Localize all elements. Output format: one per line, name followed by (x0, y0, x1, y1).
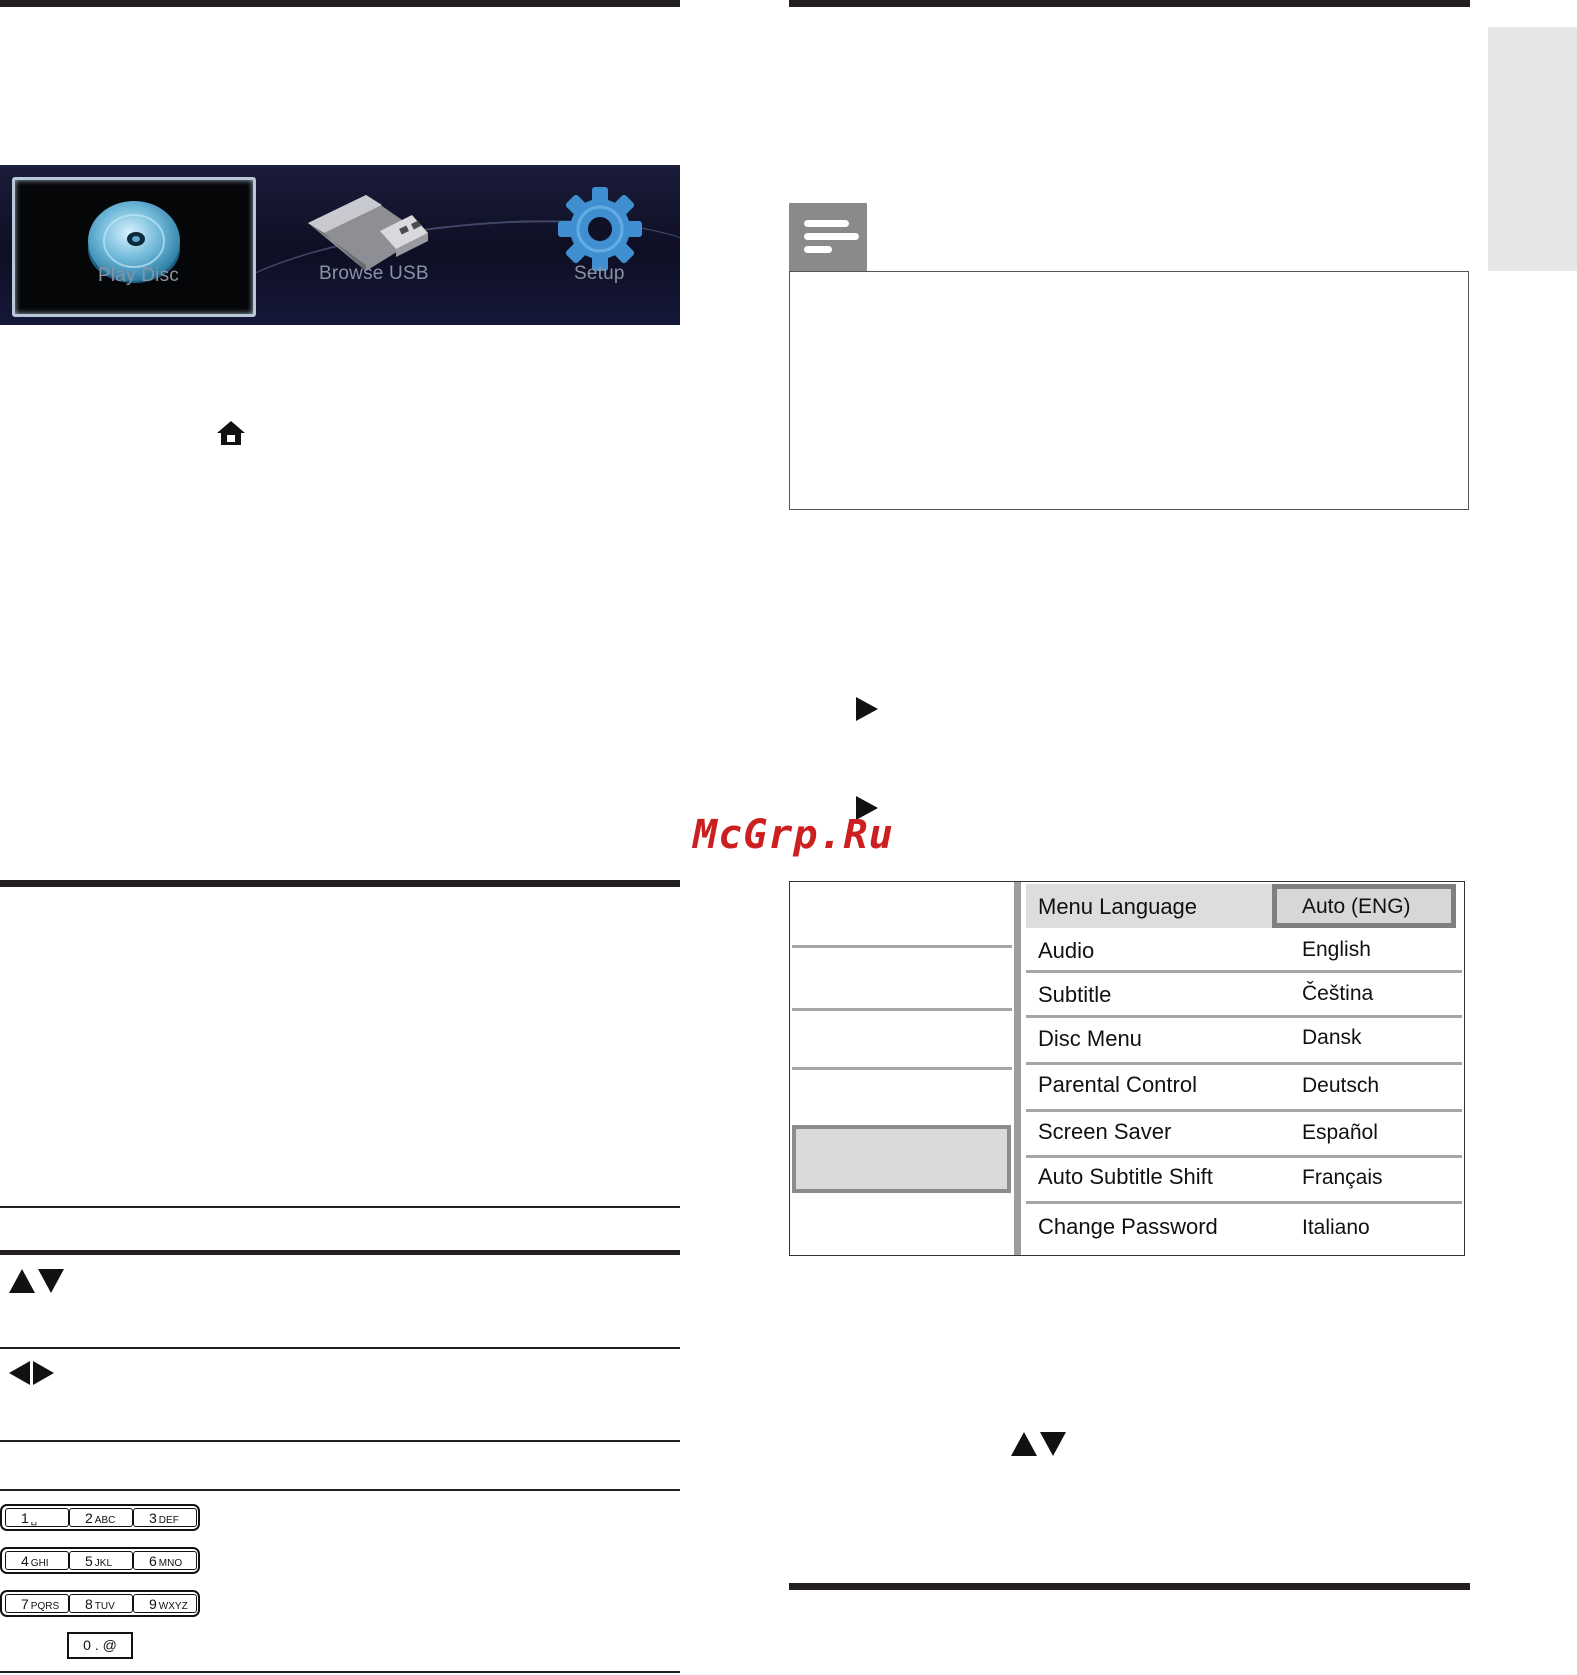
key-digit: 5 (85, 1553, 93, 1569)
note-box (789, 271, 1469, 510)
option-value[interactable]: Čeština (1302, 982, 1374, 1005)
setup-category-column (790, 882, 1014, 1255)
category-separator (792, 1067, 1012, 1070)
key-letters: GHI (30, 1558, 49, 1569)
play-triangle-icon (856, 697, 878, 721)
option-value[interactable]: Auto (ENG) (1302, 895, 1411, 918)
key-2[interactable] (69, 1508, 133, 1527)
watermark: McGrp.Ru (693, 812, 894, 858)
left-right-arrow-icon (9, 1361, 30, 1385)
home-menu-label-setup[interactable]: Setup (574, 263, 625, 284)
option-value[interactable]: Dansk (1302, 1026, 1362, 1049)
key-digit: 1 (21, 1510, 29, 1526)
key-letters: ABC (94, 1515, 116, 1526)
table-rule-top (0, 1206, 680, 1208)
option-label: Auto Subtitle Shift (1038, 1164, 1213, 1189)
home-menu-label-play-disc: Play Disc (98, 265, 179, 286)
bottom-rule-right (789, 1583, 1470, 1590)
option-label: Screen Saver (1038, 1119, 1172, 1144)
key-6[interactable] (133, 1551, 197, 1570)
key-4[interactable] (5, 1551, 69, 1570)
note-icon-line-2 (804, 233, 859, 240)
keypad-row-2 (0, 1547, 200, 1574)
option-value[interactable]: Deutsch (1302, 1074, 1380, 1097)
table-row-rule (0, 1347, 680, 1349)
key-digit: 6 (149, 1553, 157, 1569)
key-digit: 2 (85, 1510, 93, 1526)
up-down-arrow-icon (1040, 1432, 1066, 1456)
option-label: Disc Menu (1038, 1026, 1142, 1051)
option-audio[interactable] (1026, 929, 1462, 973)
option-value[interactable]: Italiano (1302, 1216, 1370, 1239)
keypad-row-3 (0, 1590, 200, 1617)
option-value[interactable]: English (1302, 938, 1371, 961)
key-letters: WXYZ (158, 1601, 188, 1612)
key-digit: 4 (21, 1553, 29, 1569)
key-letters: MNO (158, 1558, 183, 1569)
key-5[interactable] (69, 1551, 133, 1570)
home-menu-label-browse-usb[interactable]: Browse USB (319, 263, 429, 284)
category-preference-selected[interactable] (792, 1125, 1011, 1193)
key-digit: 7 (21, 1596, 29, 1612)
note-icon-line-1 (804, 220, 849, 227)
option-auto-subtitle-shift[interactable] (1026, 1158, 1462, 1202)
table-row-rule (0, 1440, 680, 1442)
option-menu-language[interactable] (1026, 885, 1462, 929)
key-digit: 9 (149, 1596, 157, 1612)
home-menu-banner (0, 165, 680, 325)
category-separator (792, 1008, 1012, 1011)
option-label: Parental Control (1038, 1072, 1197, 1097)
key-0[interactable]: 0 . @ (67, 1632, 133, 1659)
up-down-arrow-icon (38, 1269, 64, 1293)
key-letters: PQRS (30, 1601, 60, 1612)
table-row-rule (0, 1671, 680, 1673)
option-disc-menu[interactable] (1026, 1018, 1462, 1062)
gear-icon[interactable] (556, 185, 644, 273)
top-rule-right (789, 0, 1470, 7)
option-label: Menu Language (1038, 894, 1198, 919)
section-rule-left (0, 880, 680, 887)
note-icon-line-3 (804, 246, 832, 253)
option-separator (1026, 1201, 1462, 1204)
key-7[interactable] (5, 1594, 69, 1613)
key-digit: 3 (149, 1510, 157, 1526)
key-letters: ␣ (30, 1515, 38, 1526)
column-divider (1014, 882, 1021, 1255)
key-8[interactable] (69, 1594, 133, 1613)
key-digit: 8 (85, 1596, 93, 1612)
option-subtitle[interactable] (1026, 973, 1462, 1017)
option-value[interactable]: Français (1302, 1166, 1383, 1189)
home-icon (216, 420, 246, 446)
key-1[interactable] (5, 1508, 69, 1527)
key-letters: JKL (94, 1558, 113, 1569)
keypad-row-1 (0, 1504, 200, 1531)
key-letters: TUV (94, 1601, 115, 1612)
key-9[interactable] (133, 1594, 197, 1613)
option-value[interactable]: Español (1302, 1121, 1378, 1144)
top-rule-left (0, 0, 680, 7)
option-label: Audio (1038, 938, 1095, 963)
key-letters: DEF (158, 1515, 179, 1526)
table-row-rule (0, 1489, 680, 1491)
option-screen-saver[interactable] (1026, 1112, 1462, 1156)
key-3[interactable] (133, 1508, 197, 1527)
note-icon (789, 203, 867, 271)
up-down-arrow-icon (9, 1269, 35, 1293)
option-label: Subtitle (1038, 982, 1112, 1007)
side-language-tab (1488, 27, 1577, 271)
option-change-password[interactable] (1026, 1205, 1462, 1249)
setup-preference-menu (789, 881, 1465, 1256)
up-down-arrow-icon (1011, 1432, 1037, 1456)
option-label: Change Password (1038, 1214, 1218, 1239)
left-right-arrow-icon (33, 1361, 54, 1385)
table-header-rule (0, 1250, 680, 1255)
category-separator (792, 945, 1012, 948)
option-parental-control[interactable] (1026, 1065, 1462, 1109)
